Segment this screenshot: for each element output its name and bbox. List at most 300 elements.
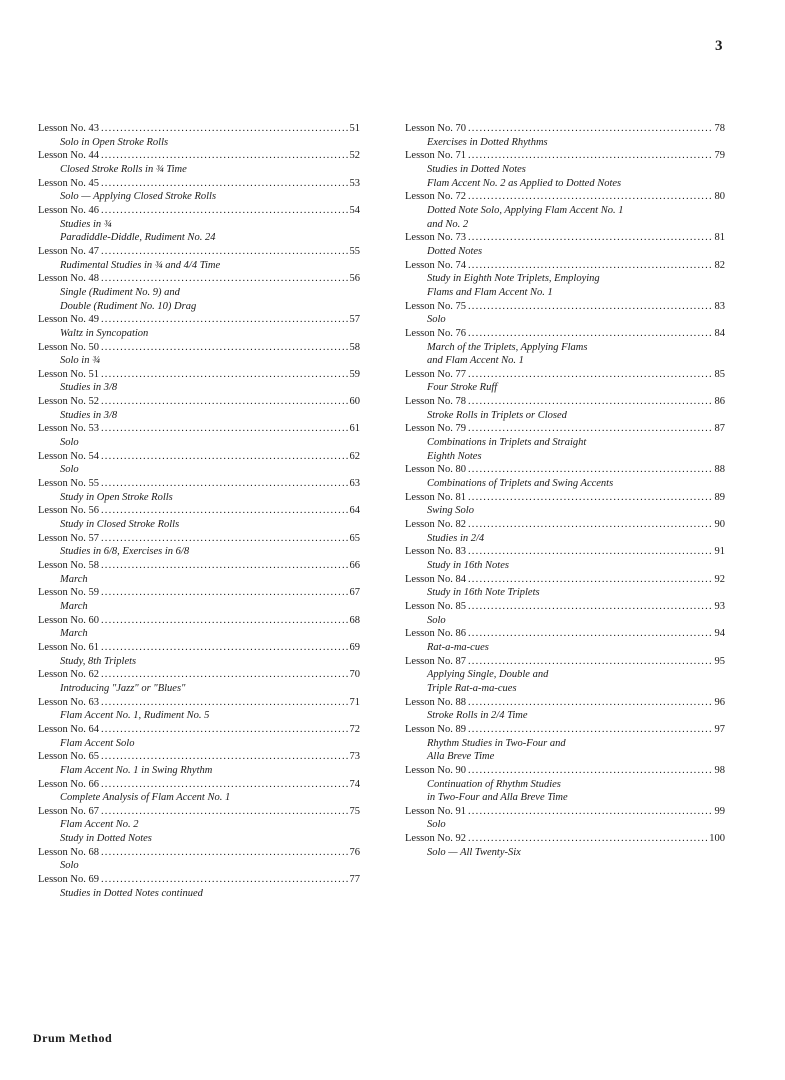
lesson-label: Lesson No. 91 <box>405 805 466 817</box>
toc-entry <box>38 122 360 149</box>
lesson-description: Paradiddle-Diddle, Rudiment No. 24 <box>60 232 216 244</box>
toc-entry-line <box>405 655 725 669</box>
page-ref: 83 <box>714 300 725 312</box>
lesson-label: Lesson No. 75 <box>405 300 466 312</box>
page-ref: 62 <box>349 450 360 462</box>
toc-entry-line <box>38 450 360 464</box>
lesson-label: Lesson No. 71 <box>405 150 466 162</box>
lesson-label: Lesson No. 70 <box>405 123 466 134</box>
lesson-label: Lesson No. 81 <box>405 491 466 503</box>
lesson-description: Combinations of Triplets and Swing Accents <box>427 478 614 490</box>
lesson-label: Lesson No. 63 <box>38 696 99 708</box>
dot-leader <box>468 463 713 477</box>
dot-leader <box>101 805 348 819</box>
lesson-description: Studies in 2/4 <box>427 532 485 544</box>
dot-leader <box>101 450 348 464</box>
toc-entry-line <box>405 518 725 532</box>
toc-entry <box>405 805 725 832</box>
toc-entry <box>38 873 360 900</box>
lesson-label: Lesson No. 54 <box>38 450 99 462</box>
toc-entry-line <box>38 559 360 573</box>
toc-entry-line <box>38 532 360 546</box>
toc-entry <box>38 846 360 873</box>
dot-leader <box>101 149 348 163</box>
toc-entry-line <box>405 422 725 436</box>
toc-entry <box>405 259 725 300</box>
toc-entry <box>405 300 725 327</box>
lesson-label: Lesson No. 62 <box>38 669 99 681</box>
page-ref: 73 <box>349 751 360 763</box>
toc-entry-line <box>38 245 360 259</box>
dot-leader <box>101 532 348 546</box>
toc-entry <box>38 750 360 777</box>
lesson-description: March <box>60 600 88 612</box>
toc-entry-line <box>405 122 725 136</box>
lesson-label: Lesson No. 50 <box>38 341 99 353</box>
dot-leader <box>468 231 713 245</box>
lesson-label: Lesson No. 60 <box>38 614 99 626</box>
toc-entry <box>405 764 725 805</box>
lesson-label: Lesson No. 87 <box>405 655 466 667</box>
toc-entry-line <box>405 764 725 778</box>
lesson-description: March <box>60 573 88 585</box>
lesson-description: Solo <box>427 819 446 831</box>
toc-entry <box>38 504 360 531</box>
page-ref: 71 <box>349 696 360 708</box>
lesson-description: and No. 2 <box>427 218 469 230</box>
page-ref: 81 <box>714 232 725 244</box>
toc-entry <box>38 805 360 846</box>
lesson-label: Lesson No. 74 <box>405 259 466 271</box>
toc-entry-line <box>405 259 725 273</box>
toc-entry <box>38 149 360 176</box>
toc-entry-line <box>38 313 360 327</box>
toc-entry <box>405 327 725 368</box>
lesson-label: Lesson No. 44 <box>38 150 99 162</box>
page-ref: 91 <box>714 546 725 558</box>
toc-entry-line <box>38 122 360 136</box>
lesson-description: Solo — Applying Closed Stroke Rolls <box>60 191 217 203</box>
lesson-description: March of the Triplets, Applying Flams <box>427 341 588 353</box>
toc-entry-line <box>405 600 725 614</box>
dot-leader <box>101 313 348 327</box>
toc-entry <box>38 272 360 313</box>
toc-entry-line <box>38 778 360 792</box>
lesson-description: Eighth Notes <box>427 450 482 462</box>
toc-entry-line <box>405 190 725 204</box>
dot-leader <box>101 641 348 655</box>
dot-leader <box>468 300 713 314</box>
page-ref: 80 <box>714 191 725 203</box>
toc-entry-line <box>38 614 360 628</box>
toc-entry <box>38 614 360 641</box>
lesson-description: Study in Eighth Note Triplets, Employing <box>427 273 600 285</box>
lesson-label: Lesson No. 69 <box>38 874 99 886</box>
page-ref: 76 <box>349 846 360 858</box>
page-ref: 99 <box>714 805 725 817</box>
lesson-label: Lesson No. 52 <box>38 396 99 408</box>
lesson-description: Studies in ¾ <box>60 218 112 230</box>
toc-entry <box>38 668 360 695</box>
toc-entry-line <box>38 696 360 710</box>
dot-leader <box>101 696 348 710</box>
page-ref: 58 <box>349 341 360 353</box>
dot-leader <box>101 846 348 860</box>
toc-entry-line <box>405 832 725 846</box>
lesson-description: Continuation of Rhythm Studies <box>427 778 561 790</box>
toc-entry <box>38 245 360 272</box>
toc-entry <box>405 832 725 859</box>
page-number: 3 <box>715 38 723 54</box>
page-ref: 98 <box>714 764 725 776</box>
toc-entry <box>405 149 725 190</box>
toc-entry <box>405 368 725 395</box>
toc-entry-line <box>405 573 725 587</box>
lesson-label: Lesson No. 92 <box>405 833 466 845</box>
dot-leader <box>101 873 348 887</box>
page-ref: 65 <box>349 532 360 544</box>
dot-leader <box>101 204 348 218</box>
lesson-description: Studies in 6/8, Exercises in 6/8 <box>60 546 190 558</box>
page-ref: 96 <box>714 696 725 708</box>
dot-leader <box>101 668 348 682</box>
lesson-description: Study in Closed Stroke Rolls <box>60 519 180 531</box>
toc-entry <box>405 518 725 545</box>
page-ref: 66 <box>349 560 360 571</box>
toc-entry <box>38 341 360 368</box>
toc-entry <box>38 395 360 422</box>
page-ref: 84 <box>714 327 725 339</box>
toc-entry-line <box>38 477 360 491</box>
lesson-label: Lesson No. 49 <box>38 314 99 326</box>
dot-leader <box>468 518 713 532</box>
toc-entry-line <box>38 272 360 286</box>
toc-entry <box>405 627 725 654</box>
page-ref: 82 <box>714 259 725 271</box>
page-ref: 61 <box>349 423 360 435</box>
toc-entry-line <box>405 723 725 737</box>
lesson-label: Lesson No. 72 <box>405 191 466 203</box>
lesson-label: Lesson No. 89 <box>405 723 466 735</box>
toc-entry <box>405 600 725 627</box>
lesson-description: Flams and Flam Accent No. 1 <box>427 286 553 298</box>
page-ref: 93 <box>714 600 725 612</box>
page-ref: 78 <box>714 123 725 134</box>
dot-leader <box>468 491 713 505</box>
page-ref: 94 <box>714 628 725 640</box>
lesson-description: Flam Accent No. 2 as Applied to Dotted Notes <box>427 177 622 189</box>
lesson-label: Lesson No. 59 <box>38 587 99 599</box>
toc-entry <box>405 491 725 518</box>
dot-leader <box>101 504 348 518</box>
toc-entry-line <box>38 504 360 518</box>
book-title-footer: Drum Method <box>33 1031 113 1045</box>
lesson-description: Solo <box>427 614 446 626</box>
page-ref: 87 <box>714 423 725 435</box>
page-ref: 85 <box>714 368 725 380</box>
page-ref: 74 <box>349 778 360 790</box>
dot-leader <box>101 272 348 286</box>
dot-leader <box>101 586 348 600</box>
toc-entry <box>405 190 725 231</box>
toc-entry-line <box>38 341 360 355</box>
dot-leader <box>468 368 713 382</box>
page-ref: 59 <box>349 368 360 380</box>
dot-leader <box>468 395 713 409</box>
lesson-label: Lesson No. 47 <box>38 245 99 257</box>
toc-entry <box>38 532 360 559</box>
dot-leader <box>101 723 348 737</box>
page-ref: 69 <box>349 641 360 653</box>
lesson-description: Introducing "Jazz" or "Blues" <box>60 682 186 694</box>
dot-leader <box>468 573 713 587</box>
dot-leader <box>468 832 707 846</box>
dot-leader <box>101 395 348 409</box>
toc-entry <box>405 573 725 600</box>
dot-leader <box>101 778 348 792</box>
page-ref: 79 <box>714 150 725 162</box>
dot-leader <box>101 177 348 191</box>
lesson-label: Lesson No. 82 <box>405 519 466 531</box>
page-ref: 52 <box>349 150 360 162</box>
toc-entry <box>405 545 725 572</box>
page-ref: 55 <box>349 245 360 257</box>
toc-entry <box>405 422 725 463</box>
lesson-description: Study in 16th Notes <box>427 560 509 571</box>
lesson-description: Solo — All Twenty-Six <box>427 846 521 858</box>
toc-entry-line <box>38 723 360 737</box>
toc-entry-line <box>38 395 360 409</box>
page-ref: 97 <box>714 723 725 735</box>
toc-entry <box>405 463 725 490</box>
toc-entry <box>405 231 725 258</box>
toc-entry-line <box>405 805 725 819</box>
page-ref: 75 <box>349 805 360 817</box>
dot-leader <box>468 259 713 273</box>
lesson-description: Flam Accent No. 1, Rudiment No. 5 <box>60 710 210 722</box>
lesson-label: Lesson No. 80 <box>405 464 466 476</box>
toc-entry <box>38 368 360 395</box>
page-ref: 63 <box>349 478 360 490</box>
lesson-description: Dotted Notes <box>427 245 483 257</box>
lesson-description: and Flam Accent No. 1 <box>427 355 524 367</box>
toc-entry-line <box>38 668 360 682</box>
dot-leader <box>468 696 713 710</box>
page-ref: 53 <box>349 177 360 189</box>
toc-entry-line <box>38 177 360 191</box>
toc-entry-line <box>405 368 725 382</box>
lesson-description: Rudimental Studies in ¾ and 4/4 Time <box>60 259 221 271</box>
lesson-description: Solo <box>427 314 446 326</box>
lesson-label: Lesson No. 58 <box>38 560 99 571</box>
lesson-label: Lesson No. 90 <box>405 764 466 776</box>
page-ref: 70 <box>349 669 360 681</box>
lesson-label: Lesson No. 64 <box>38 723 99 735</box>
toc-entry <box>38 477 360 504</box>
toc-entry-line <box>38 750 360 764</box>
page-ref: 60 <box>349 396 360 408</box>
lesson-description: Stroke Rolls in Triplets or Closed <box>427 409 567 421</box>
lesson-label: Lesson No. 76 <box>405 327 466 339</box>
lesson-description: Dotted Note Solo, Applying Flam Accent No. 1 <box>427 204 624 216</box>
lesson-description: Swing Solo <box>427 505 474 517</box>
lesson-description: Solo in Open Stroke Rolls <box>60 136 169 148</box>
lesson-description: Exercises in Dotted Rhythms <box>427 136 548 148</box>
toc-entry <box>38 422 360 449</box>
lesson-description: Solo <box>60 464 79 476</box>
toc-entry-line <box>405 395 725 409</box>
lesson-description: Four Stroke Ruff <box>427 382 498 394</box>
lesson-description: Double (Rudiment No. 10) Drag <box>60 300 197 312</box>
lesson-description: Flam Accent No. 1 in Swing Rhythm <box>60 764 213 776</box>
dot-leader <box>468 627 713 641</box>
dot-leader <box>101 614 348 628</box>
lesson-description: Study, 8th Triplets <box>60 655 137 667</box>
lesson-description: Complete Analysis of Flam Accent No. 1 <box>60 792 231 804</box>
lesson-label: Lesson No. 67 <box>38 805 99 817</box>
lesson-description: Stroke Rolls in 2/4 Time <box>427 710 528 722</box>
toc-entry-line <box>405 463 725 477</box>
dot-leader <box>101 559 348 573</box>
dot-leader <box>468 805 713 819</box>
dot-leader <box>101 341 348 355</box>
dot-leader <box>101 245 348 259</box>
page-ref: 77 <box>349 874 360 886</box>
lesson-label: Lesson No. 56 <box>38 505 99 517</box>
lesson-description: Flam Accent No. 2 <box>60 819 139 831</box>
toc-entry-line <box>38 422 360 436</box>
dot-leader <box>468 422 713 436</box>
lesson-label: Lesson No. 65 <box>38 751 99 763</box>
page-ref: 51 <box>349 123 360 134</box>
dot-leader <box>101 122 348 136</box>
lesson-description: Solo in ¾ <box>60 355 100 367</box>
lesson-description: Studies in Dotted Notes <box>427 163 526 175</box>
lesson-label: Lesson No. 61 <box>38 641 99 653</box>
toc-entry <box>38 723 360 750</box>
dot-leader <box>101 422 348 436</box>
lesson-description: Triple Rat-a-ma-cues <box>427 682 517 694</box>
lesson-description: Closed Stroke Rolls in ¾ Time <box>60 163 187 175</box>
lesson-label: Lesson No. 53 <box>38 423 99 435</box>
lesson-description: Study in Dotted Notes <box>60 833 152 845</box>
lesson-label: Lesson No. 43 <box>38 123 99 134</box>
dot-leader <box>468 327 713 341</box>
lesson-label: Lesson No. 48 <box>38 273 99 285</box>
page-ref: 57 <box>349 314 360 326</box>
lesson-description: Solo <box>60 860 79 872</box>
page-ref: 64 <box>349 505 360 517</box>
lesson-label: Lesson No. 77 <box>405 368 466 380</box>
lesson-description: Single (Rudiment No. 9) and <box>60 286 180 298</box>
toc-entry-line <box>38 368 360 382</box>
dot-leader <box>101 750 348 764</box>
dot-leader <box>468 545 713 559</box>
lesson-label: Lesson No. 78 <box>405 396 466 408</box>
toc-entry-line <box>405 149 725 163</box>
toc-entry-line <box>405 231 725 245</box>
toc-left-column <box>38 122 360 900</box>
toc-entry <box>405 696 725 723</box>
toc-entry-line <box>38 204 360 218</box>
toc-entry-line <box>38 586 360 600</box>
page-ref: 100 <box>709 833 725 845</box>
lesson-description: Studies in Dotted Notes continued <box>60 887 203 899</box>
page-ref: 72 <box>349 723 360 735</box>
page-ref: 89 <box>714 491 725 503</box>
toc-entry-line <box>405 545 725 559</box>
lesson-label: Lesson No. 85 <box>405 600 466 612</box>
lesson-label: Lesson No. 84 <box>405 573 466 585</box>
toc-entry-line <box>38 641 360 655</box>
lesson-label: Lesson No. 86 <box>405 628 466 640</box>
toc-entry-line <box>405 491 725 505</box>
lesson-description: March <box>60 628 88 640</box>
toc-entry <box>38 586 360 613</box>
toc-entry <box>38 450 360 477</box>
lesson-description: Rat-a-ma-cues <box>427 641 489 653</box>
toc-entry <box>38 641 360 668</box>
page-ref: 90 <box>714 519 725 531</box>
lesson-label: Lesson No. 66 <box>38 778 99 790</box>
toc-entry <box>38 313 360 340</box>
dot-leader <box>101 477 348 491</box>
toc-entry-line <box>38 805 360 819</box>
toc-entry <box>405 655 725 696</box>
toc-entry-line <box>38 846 360 860</box>
toc-entry <box>38 696 360 723</box>
page-ref: 95 <box>714 655 725 667</box>
lesson-label: Lesson No. 73 <box>405 232 466 244</box>
page-ref: 88 <box>714 464 725 476</box>
lesson-label: Lesson No. 79 <box>405 423 466 435</box>
dot-leader <box>101 368 348 382</box>
lesson-description: Study in Open Stroke Rolls <box>60 491 173 503</box>
lesson-description: Studies in 3/8 <box>60 382 118 394</box>
lesson-label: Lesson No. 45 <box>38 177 99 189</box>
toc-entry <box>405 395 725 422</box>
lesson-description: Studies in 3/8 <box>60 409 118 421</box>
toc-entry-line <box>38 873 360 887</box>
lesson-label: Lesson No. 68 <box>38 846 99 858</box>
toc-entry <box>38 177 360 204</box>
toc-right-column <box>405 122 725 859</box>
lesson-description: Combinations in Triplets and Straight <box>427 437 587 449</box>
lesson-description: Applying Single, Double and <box>427 669 549 681</box>
toc-entry-line <box>38 149 360 163</box>
dot-leader <box>468 122 713 136</box>
page-ref: 54 <box>349 204 360 216</box>
toc-entry <box>405 122 725 149</box>
dot-leader <box>468 655 713 669</box>
toc-entry-line <box>405 327 725 341</box>
toc-entry <box>38 204 360 245</box>
lesson-label: Lesson No. 46 <box>38 204 99 216</box>
lesson-description: in Two-Four and Alla Breve Time <box>427 792 568 804</box>
lesson-label: Lesson No. 55 <box>38 478 99 490</box>
toc-entry <box>38 559 360 586</box>
lesson-label: Lesson No. 57 <box>38 532 99 544</box>
lesson-label: Lesson No. 88 <box>405 696 466 708</box>
page-ref: 56 <box>349 273 360 285</box>
toc-entry-line <box>405 696 725 710</box>
lesson-description: Flam Accent Solo <box>60 737 135 749</box>
page-ref: 67 <box>349 587 360 599</box>
dot-leader <box>468 149 713 163</box>
dot-leader <box>468 723 713 737</box>
lesson-description: Waltz in Syncopation <box>60 327 149 339</box>
dot-leader <box>468 764 713 778</box>
